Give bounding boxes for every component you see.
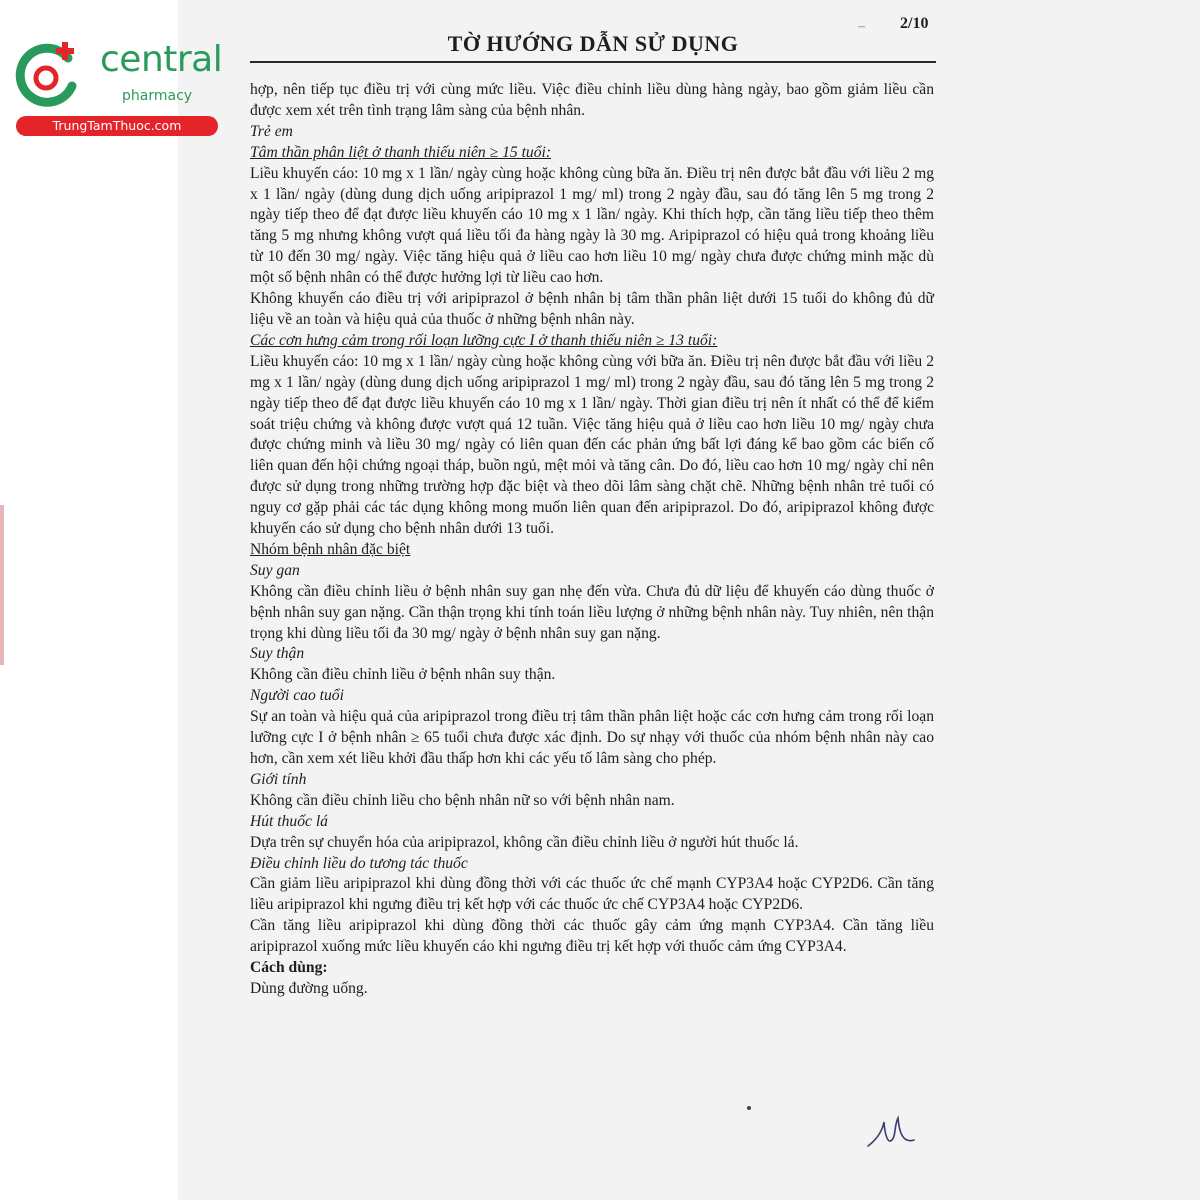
- interaction-paragraph-2: Cần tăng liều aripiprazol khi dùng đồng thời các thuốc gây cảm ứng mạnh CYP3A4. Cần tăng liều aripiprazol xuống mức liều khuyến cáo khi ngưng điều trị kết hợp với thuốc cảm ứng CYP3A4.: [250, 917, 934, 956]
- smoking-paragraph: Dựa trên sự chuyển hóa của aripiprazol, không cần điều chỉnh liều ở người hút thuốc lá.: [250, 833, 799, 851]
- interaction-paragraph-1: Cần giảm liều aripiprazol khi dùng đồng thời với các thuốc ức chế mạnh CYP3A4 hoặc CYP2D6. Cần tăng liều aripiprazol khi ngưng điều trị kết hợp với các thuốc ức chế CYP3A4 hoặc CYP2D6.: [250, 875, 934, 914]
- logo-url: TrungTamThuoc.com: [16, 116, 218, 136]
- pharmacy-logo: [10, 38, 223, 138]
- schizophrenia-paragraph-1: Liều khuyến cáo: 10 mg x 1 lần/ ngày cùng hoặc không cùng bữa ăn. Điều trị nên được bắt đầu với liều 2 mg x 1 lần/ ngày (dùng dung dịch uống aripiprazol 1 mg/ ml) trong 2 ngày đầu, sau đó tăng lên 5 mg trong 2 ngày tiếp theo để đạt được liều khuyến cáo 10 mg x 1 lần/ ngày. Khi thích hợp, cần tăng liều tiếp theo thêm tăng 5 mg nhưng không vượt quá liều tối đa hàng ngày là 30 mg. Aripiprazol có hiệu quả trong khoảng liều từ 10 đến 30 mg/ ngày. Việc tăng hiệu quả ở liều cao hơn liều 10 mg/ ngày chưa được chứng minh mặc dù một số bệnh nhân có thể được hưởng lợi từ liều cao hơn.: [250, 164, 934, 287]
- header-dash: –: [858, 19, 865, 34]
- intro-paragraph: hợp, nên tiếp tục điều trị với cùng mức liều. Việc điều chỉnh liều dùng hàng ngày, bao gồm giảm liều cần được xem xét trên tình trạng lâm sàng của bệnh nhân.: [250, 81, 934, 119]
- title-rule: [250, 61, 936, 63]
- schizophrenia-heading: Tâm thần phân liệt ở thanh thiếu niên ≥ 15 tuổi:: [250, 143, 552, 161]
- special-groups-heading: Nhóm bệnh nhân đặc biệt: [250, 540, 411, 558]
- children-heading: Trẻ em: [250, 122, 293, 140]
- gender-paragraph: Không cần điều chỉnh liều cho bệnh nhân nữ so với bệnh nhân nam.: [250, 791, 675, 809]
- document-title: TỜ HƯỚNG DẪN SỬ DỤNG: [447, 31, 739, 56]
- usage-paragraph: Dùng đường uống.: [250, 979, 368, 997]
- logo-brand: central: [100, 39, 223, 80]
- schizophrenia-paragraph-2: Không khuyến cáo điều trị với aripiprazol ở bệnh nhân bị tâm thần phân liệt dưới 15 tuổi do không đủ dữ liệu về an toàn và hiệu quả của thuốc ở những bệnh nhân này.: [250, 290, 934, 328]
- bipolar-heading: Các cơn hưng cảm trong rối loạn lưỡng cực I ở thanh thiếu niên ≥ 13 tuổi:: [250, 331, 718, 349]
- smoking-heading: Hút thuốc lá: [250, 812, 328, 830]
- gender-heading: Giới tính: [250, 770, 307, 788]
- edge-mark: [0, 505, 4, 665]
- usage-heading: Cách dùng:: [250, 959, 328, 977]
- signature-icon: [862, 1110, 918, 1156]
- bipolar-paragraph: Liều khuyến cáo: 10 mg x 1 lần/ ngày cùng hoặc không cùng với bữa ăn. Điều trị nên được bắt đầu với liều 2 mg x 1 lần/ ngày (dùng dung dịch uống aripiprazol 1 mg/ ml) trong 2 ngày đầu, sau đó tăng lên 5 mg trong 2 ngày tiếp theo để đạt được liều khuyến cáo 10 mg x 1 lần/ ngày. Thời gian điều trị nên ít nhất có thể để kiểm soát triệu chứng và không được vượt quá 12 tuần. Việc tăng hiệu quả ở liều cao hơn liều 10 mg/ ngày chưa được chứng minh và liều 30 mg/ ngày có liên quan đến các phản ứng bất lợi đáng kể bao gồm các biến cố liên quan đến hội chứng ngoại tháp, buồn ngủ, mệt mỏi và tăng cân. Do đó, liều cao hơn 10 mg/ ngày chỉ nên được sử dụng trong những trường hợp đặc biệt và theo dõi lâm sàng chặt chẽ. Những bệnh nhân trẻ tuổi có nguy cơ gặp phải các tác dụng không mong muốn liên quan đến aripiprazol. Do đó, aripiprazol không được khuyến cáo sử dụng cho bệnh nhân dưới 13 tuổi.: [250, 352, 934, 538]
- kidney-heading: Suy thận: [250, 645, 305, 663]
- left-margin: [0, 0, 178, 1200]
- page-number: 2/10: [900, 15, 929, 32]
- elderly-paragraph: Sự an toàn và hiệu quả của aripiprazol trong điều trị tâm thần phân liệt hoặc các cơn hưng cảm trong rối loạn lưỡng cực I ở bệnh nhân ≥ 65 tuổi chưa được xác định. Do sự nhạy với thuốc của nhóm bệnh nhân này cao hơn, cần xem xét liều khởi đầu thấp hơn khi các yếu tố lâm sàng cho phép.: [250, 708, 934, 767]
- elderly-heading: Người cao tuổi: [250, 687, 344, 705]
- ink-dot: [747, 1106, 751, 1110]
- liver-heading: Suy gan: [250, 561, 300, 579]
- central-pharmacy-logo-icon: [10, 38, 86, 114]
- kidney-paragraph: Không cần điều chỉnh liều ở bệnh nhân suy thận.: [250, 666, 556, 684]
- document-body: [250, 80, 934, 1000]
- liver-paragraph: Không cần điều chỉnh liều ở bệnh nhân suy gan nhẹ đến vừa. Chưa đủ dữ liệu để khuyến cáo dùng thuốc ở bệnh nhân suy gan nặng. Cần thận trọng khi tính toán liều lượng ở những bệnh nhân này. Tuy nhiên, nên thận trọng khi dùng liều tối đa 30 mg/ ngày ở bệnh nhân suy gan nặng.: [250, 582, 934, 642]
- logo-sub: pharmacy: [122, 88, 193, 104]
- interaction-heading: Điều chỉnh liều do tương tác thuốc: [250, 854, 468, 872]
